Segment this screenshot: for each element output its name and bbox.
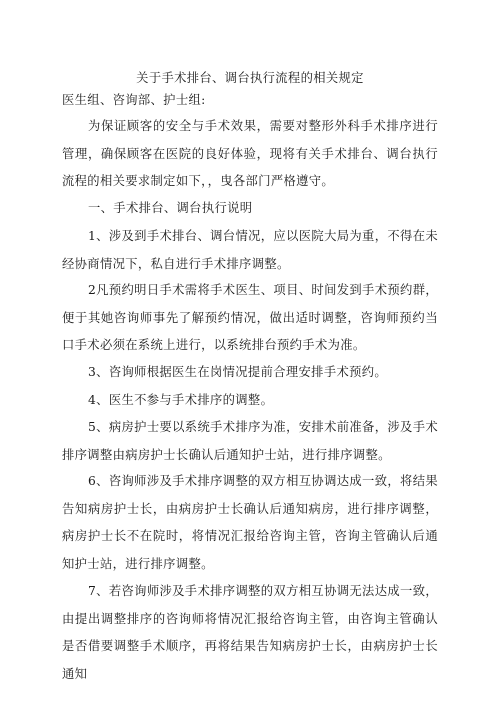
section-heading: 一、手术排台、调台执行说明 [88, 201, 253, 215]
rule-paragraph-7: 7、若咨询师涉及手术排序调整的双方相互协调无法达成一致，由提出调整排序的咨询师将情况汇报给咨询主管，由咨询主管确认是否借要调整手术顺序，再将结果告知病房护士长，由病房护士长通知 [62, 584, 438, 681]
rule-paragraph-5: 5、病房护士要以系统手术排序为准，安排术前准备，涉及手术排序调整由病房护士长确认后通知护士站，进行排序调整。 [62, 420, 438, 462]
rule-paragraph-4: 4、医生不参与手术排序的调整。 [88, 393, 274, 407]
rule-paragraph-1: 1、涉及到手术排台、调台情况，应以医院大局为重，不得在未经协商情况下，私自进行手术排序调整。 [62, 229, 438, 271]
rule-paragraph-6: 6、咨询师涉及手术排序调整的双方相互协调达成一致，将结果告知病房护士长，由病房护士长确认后通知病房，进行排序调整，病房护士长不在院时，将情况汇报给咨询主管，咨询主管确认后通知护士站，进行排序调整。 [62, 474, 438, 571]
salutation: 医生组、咨询部、护士组: [62, 93, 206, 107]
document-title: 关于手术排台、调台执行流程的相关规定 [136, 71, 364, 85]
rule-paragraph-2: 2凡预约明日手术需将手术医生、项目、时间发到手术预约群，便于其她咨询师事先了解预约情况，做出适时调整，咨询师预约当口手术必须在系统上进行，以系统排台预约手术为准。 [62, 283, 438, 352]
intro-paragraph: 为保证顾客的安全与手术效果，需要对整形外科手术排序进行管理，确保顾客在医院的良好体验，现将有关手术排台、调台执行流程的相关要求制定如下，，曳各部门严格遵守。 [62, 119, 438, 188]
rule-paragraph-3: 3、咨询师根据医生在岗情况提前合理安排手术预约。 [88, 365, 388, 379]
